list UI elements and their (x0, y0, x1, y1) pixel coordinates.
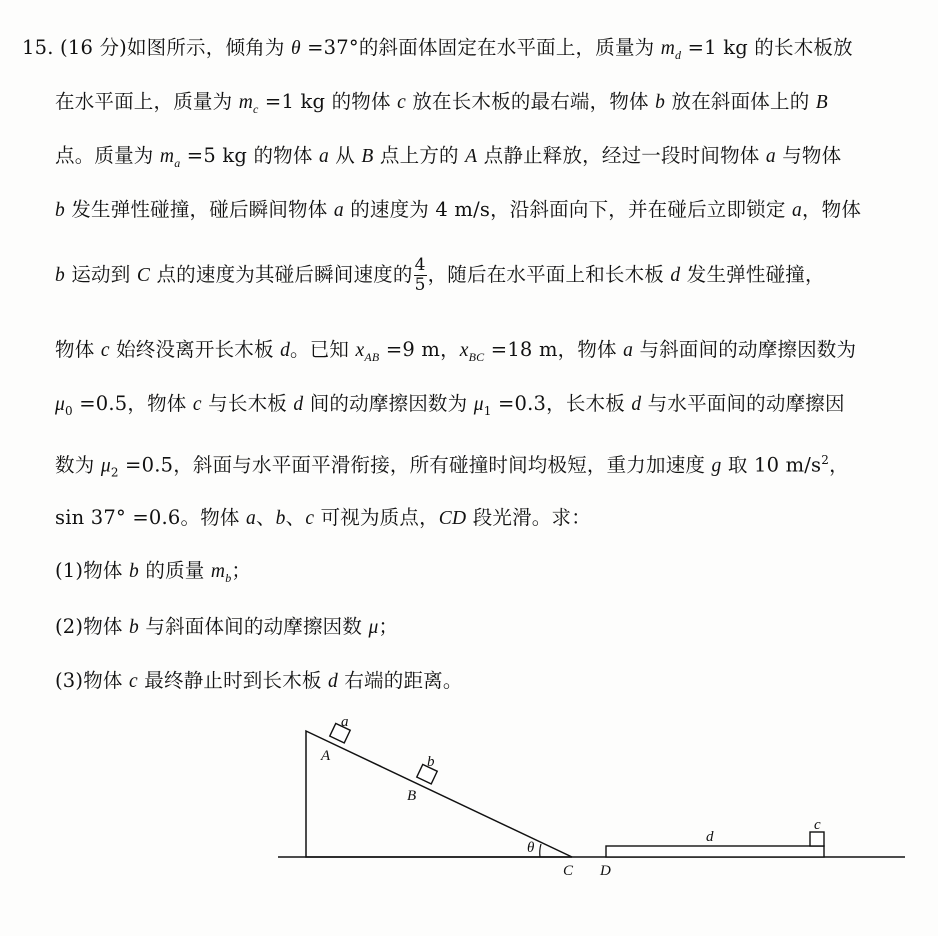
label-d: d (706, 829, 714, 845)
label-B: B (407, 788, 417, 804)
fraction-4-5: $\frac{4}{5}$ (414, 255, 426, 295)
label-A: A (321, 748, 331, 764)
label-c: c (814, 817, 821, 833)
question-2: (2)物体 b 与斜面体间的动摩擦因数 μ； (55, 615, 399, 638)
line-4: b 发生弹性碰撞，碰后瞬间物体 a 的速度为 4 m/s，沿斜面向下，并在碰后立即锁定 a，物体 (55, 198, 862, 221)
line-3: 点。质量为 $m_a =5$ kg 的物体 a 从 B 点上方的 A 点静止释放，经过一段时间物体 a 与物体 (55, 144, 842, 170)
label-theta: θ (527, 840, 535, 856)
line-7: $\mu_0 =0.5$，物体 c 与长木板 d 间的动摩擦因数为 $\mu_1 =0.3$，长木板 d 与水平面间的动摩擦因 (55, 392, 845, 418)
line-9: sin 37° =0.6。物体 a、b、c 可视为质点，CD 段光滑。求： (55, 506, 591, 529)
angle-arc (540, 844, 541, 857)
line-5: b 运动到 C 点的速度为其碰后瞬间速度的 $\frac{4}{5}$ ，随后在水平面上和长木板 d 发生弹性碰撞， (55, 255, 825, 295)
board-d (606, 846, 824, 857)
line-1: 15. (16 分)如图所示，倾角为 θ =37°的斜面体固定在水平面上，质量为 $m_d =1$ kg 的长木板放 (22, 36, 853, 62)
question-1: (1)物体 b 的质量 $m_b$； (55, 559, 252, 585)
line-2: 在水平面上，质量为 $m_c =1$ kg 的物体 c 放在长木板的最右端，物体 b 放在斜面体上的 B (55, 90, 828, 116)
line-6: 物体 c 始终没离开长木板 d。已知 $x_{AB} =9$ m，$x_{BC} =18$ m，物体 a 与斜面间的动摩擦因数为 (55, 338, 857, 364)
label-a: a (341, 714, 349, 730)
label-b: b (427, 754, 435, 770)
incline-wedge (306, 731, 572, 857)
block-c (810, 832, 824, 846)
line-8: 数为 $\mu_2 =0.5$，斜面与水平面平滑衔接，所有碰撞时间均极短，重力加速度 g 取 10 $m/s^2$， (55, 453, 849, 480)
label-C: C (563, 863, 574, 879)
label-D: D (600, 863, 611, 879)
question-3: (3)物体 c 最终静止时到长木板 d 右端的距离。 (55, 669, 463, 692)
